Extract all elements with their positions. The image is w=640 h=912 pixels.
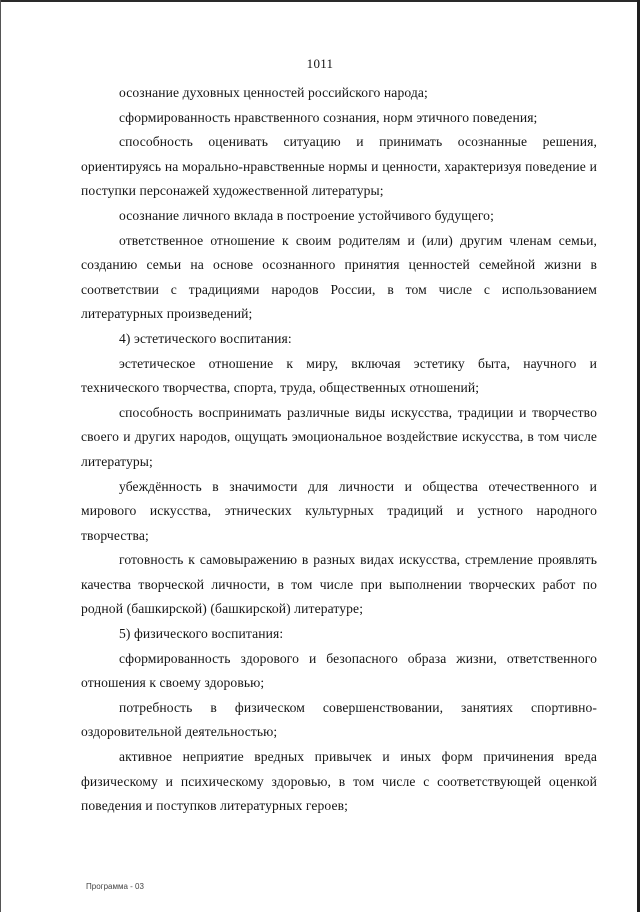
paragraph: сформированность нравственного сознания, норм этичного поведения; bbox=[119, 109, 538, 125]
document-body bbox=[81, 81, 597, 819]
section-heading: 5) физического воспитания: bbox=[119, 626, 284, 642]
paragraph: осознание личного вклада в построение устойчивого будущего; bbox=[119, 207, 494, 223]
footer-note: Программа - 03 bbox=[86, 882, 144, 891]
paragraph: осознание духовных ценностей российского народа; bbox=[119, 85, 428, 100]
paragraph: убеждённость в значимости для личности и общества отечественного и мирового искусства, этнических культурных традиций и устного народного творчества; bbox=[81, 478, 597, 543]
paragraph: ответственное отношение к своим родителям и (или) другим членам семьи, созданию семьи на основе осознанного принятия ценностей семейной жизни в соответствии с традициями народов России, в том числе с использованием литературных произведений; bbox=[81, 232, 597, 322]
paragraph: сформированность здорового и безопасного образа жизни, ответственного отношения к своему здоровью; bbox=[81, 650, 597, 691]
section-heading: 4) эстетического воспитания: bbox=[119, 330, 292, 346]
scan-edge-left bbox=[0, 0, 1, 912]
page-number: 1011 bbox=[306, 56, 334, 71]
paragraph: эстетическое отношение к миру, включая эстетику быта, научного и технического творчества, спорта, труда, общественных отношений; bbox=[81, 355, 597, 396]
paragraph: активное неприятие вредных привычек и иных форм причинения вреда физическому и психическому здоровью, в том числе с соответствующей оценкой поведения и поступков литературных героев; bbox=[81, 749, 597, 814]
paragraph: потребность в физическом совершенствовании, занятиях спортивно-оздоровительной деятельностью; bbox=[81, 699, 597, 740]
scan-edge-top bbox=[0, 0, 640, 2]
paragraph: способность оценивать ситуацию и принимать осознанные решения, ориентируясь на морально-нравственные нормы и ценности, характеризуя поведение и поступки персонажей художественной литературы; bbox=[81, 134, 597, 199]
paragraph: готовность к самовыражению в разных видах искусства, стремление проявлять качества творческой личности, в том числе при выполнении творческих работ по родной (башкирской) (башкирской) литературе; bbox=[81, 552, 597, 617]
paragraph: способность воспринимать различные виды искусства, традиции и творчество своего и других народов, ощущать эмоциональное воздействие искусства, в том числе литературы; bbox=[81, 404, 597, 469]
